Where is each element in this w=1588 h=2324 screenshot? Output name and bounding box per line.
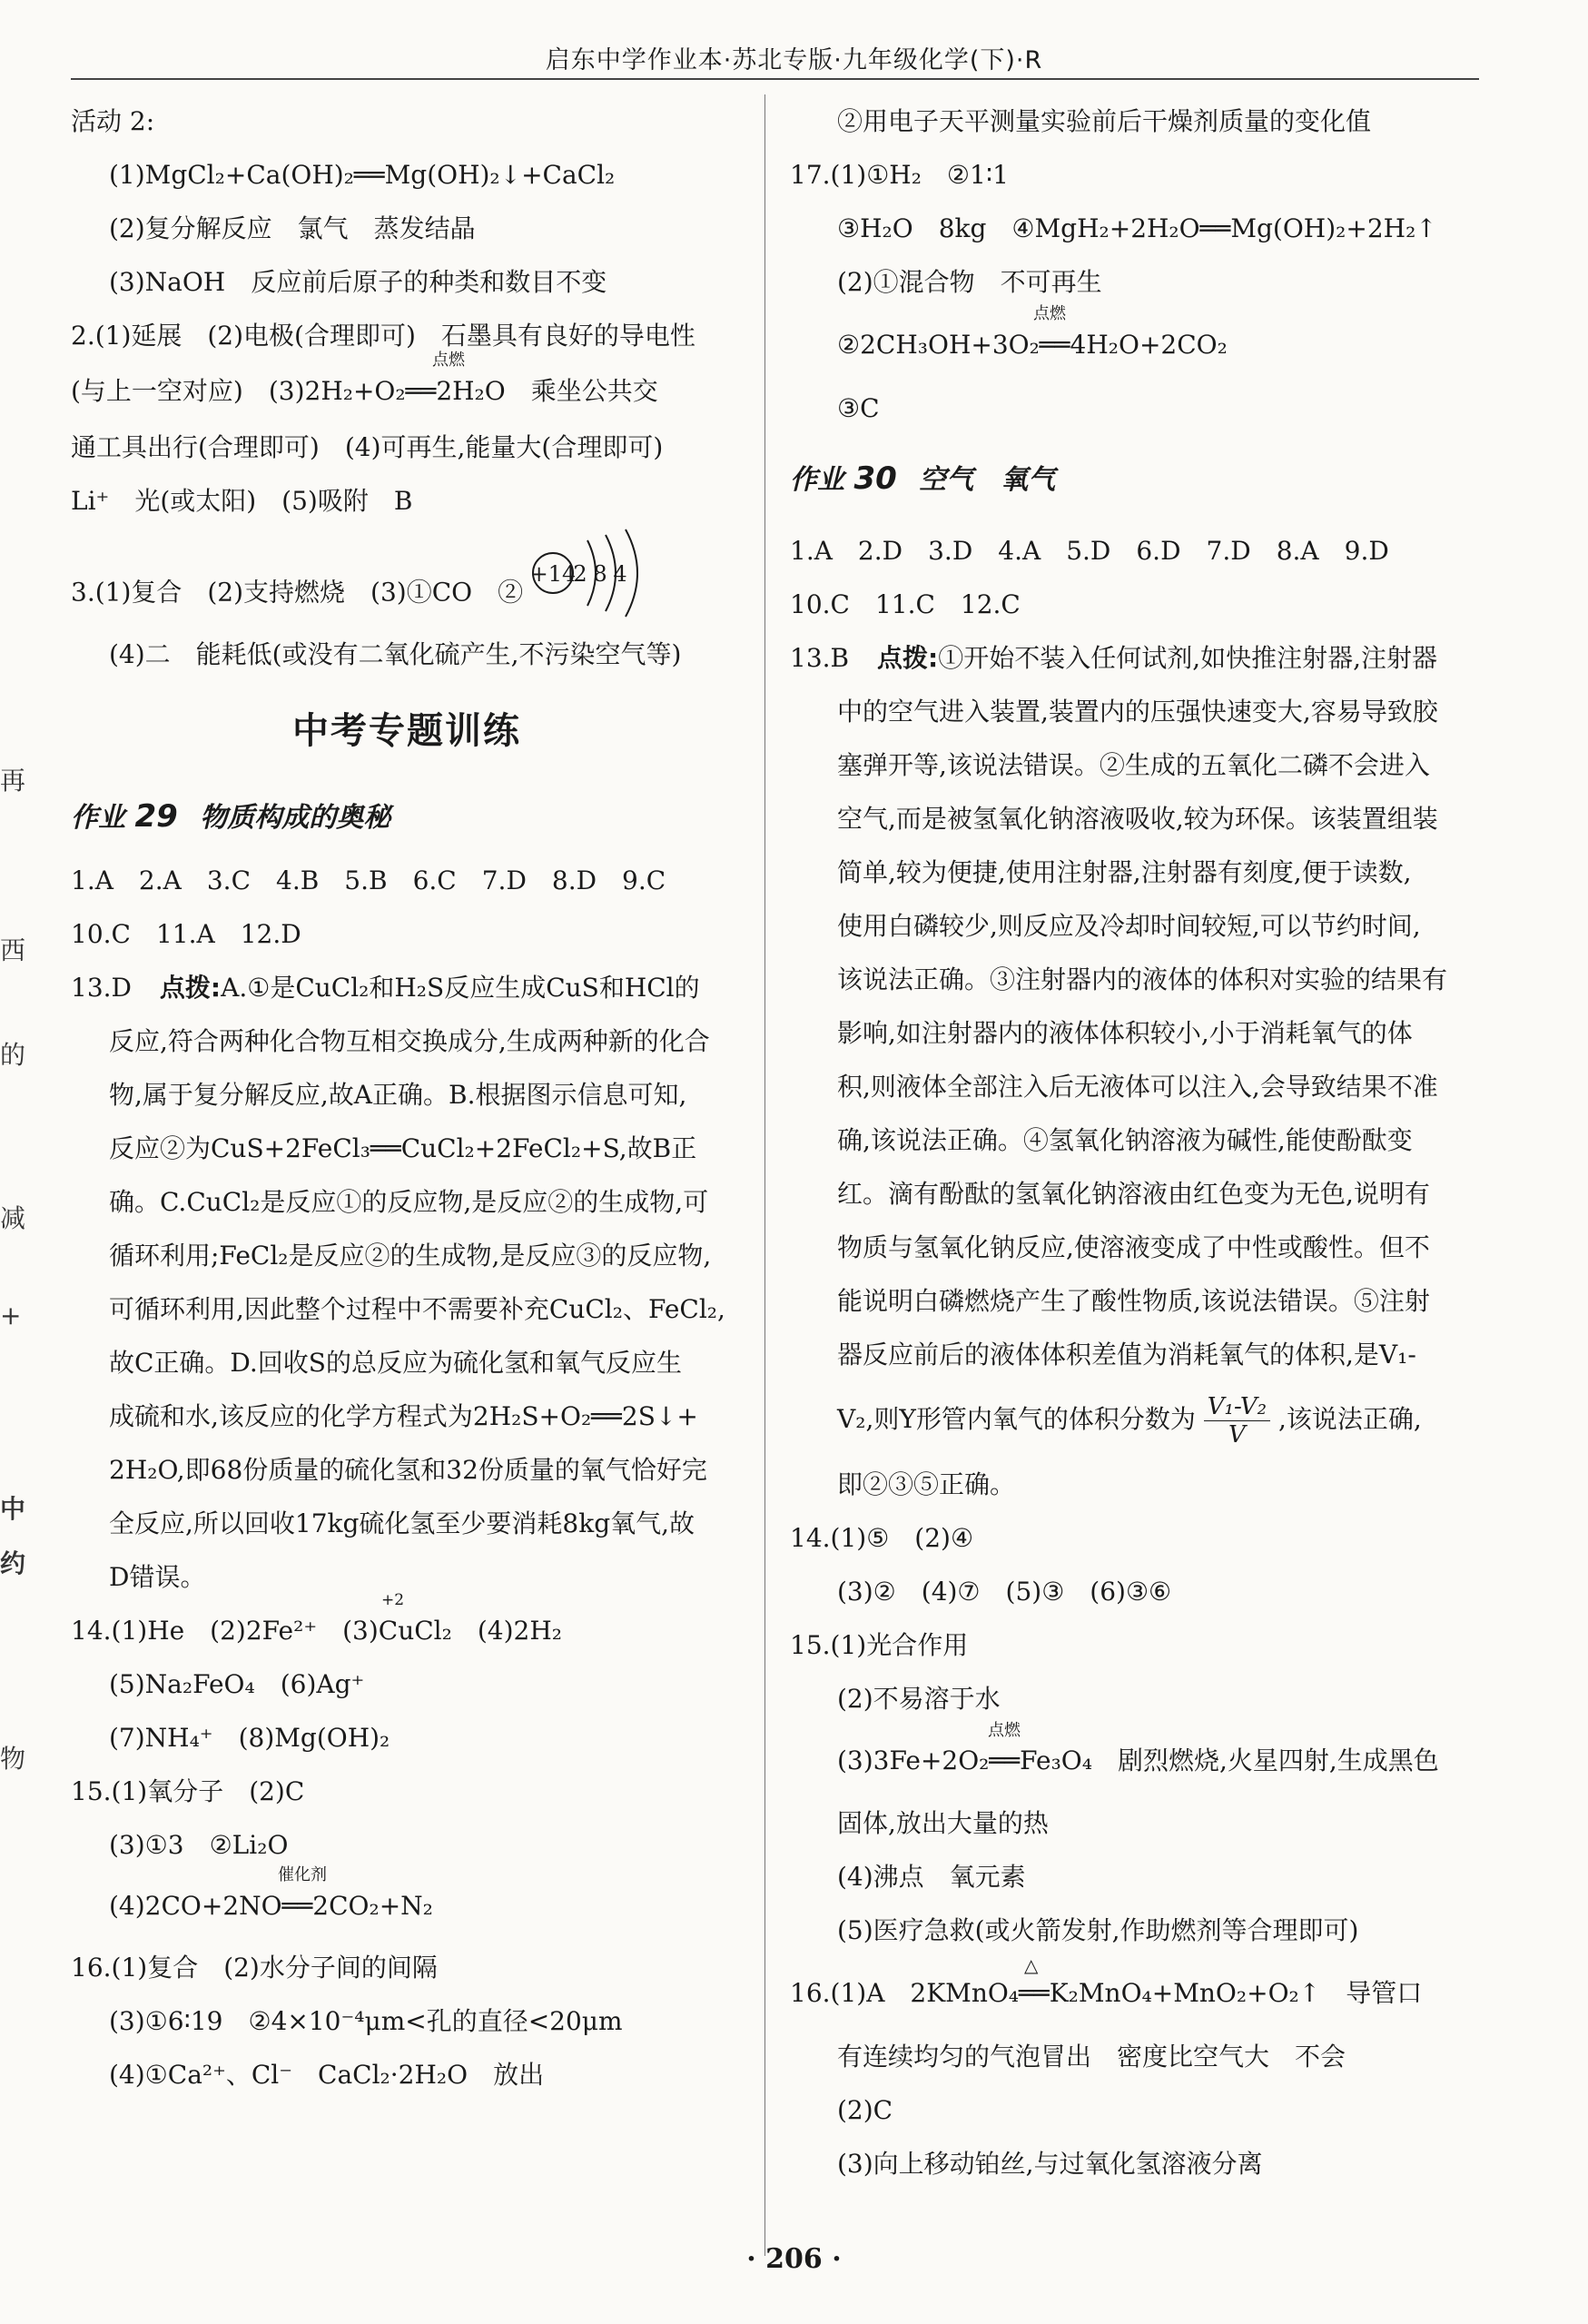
question-number: 13.B [790, 643, 850, 673]
answer-line [790, 631, 1489, 685]
activity2-title: 活动 2: [71, 106, 155, 136]
answer-line: (3)NaOH 反应前后原子的种类和数目不变 [109, 267, 607, 297]
answer-line: 中的空气进入装置,装置内的压强快速变大,容易导致胶 [837, 697, 1438, 727]
homework-topic: 空气 氧气 [919, 464, 1056, 496]
volume-fraction [1204, 1393, 1270, 1449]
answer-line: 确,该说法正确。④氢氧化钠溶液为碱性,能使酚酞变 [837, 1125, 1413, 1155]
answer-text: ,该说法正确, [1277, 1404, 1422, 1434]
answer-line [71, 1591, 743, 1657]
answer-line: Li⁺ 光(或太阳) (5)吸附 B [71, 486, 413, 516]
answer-line: 2H₂O,即68份质量的硫化氢和32份质量的氧气恰好完 [109, 1455, 707, 1485]
fraction-denominator: V [1228, 1421, 1246, 1449]
answer-text: 3.(1)复合 (2)支持燃烧 (3)①CO ② [71, 577, 524, 608]
answer-line: (2)不易溶于水 [837, 1684, 1001, 1714]
answer-line: 物质与氢氧化钠反应,使溶液变成了中性或酸性。但不 [837, 1232, 1430, 1262]
answer-line [71, 961, 743, 1014]
shell-electron-count: 2 [573, 561, 587, 587]
answer-line: ③H₂O 8kg ④MgH₂+2H₂O══Mg(OH)₂+2H₂↑ [837, 213, 1437, 243]
homework-number: 29 [134, 798, 178, 835]
answer-line: (4)沸点 氧元素 [837, 1862, 1026, 1892]
answer-line: 反应,符合两种化合物互相交换成分,生成两种新的化合 [109, 1026, 710, 1056]
answer-line: 即②③⑤正确。 [837, 1469, 1016, 1499]
margin-char: + [0, 1300, 22, 1330]
answer-line: (5)医疗急救(或火箭发射,作助燃剂等合理即可) [837, 1915, 1359, 1945]
answer-line: 该说法正确。③注射器内的液体的体积对实验的结果有 [837, 964, 1448, 994]
answer-text: (与上一空对应) (3)2H₂+O₂══2H₂O 乘坐公共交 [71, 376, 658, 406]
answer-line: 塞弹开等,该说法错误。②生成的五氧化二磷不会进入 [837, 750, 1430, 780]
answer-line: (2)复分解反应 氯气 蒸发结晶 [109, 213, 476, 243]
margin-char: 物 [0, 1744, 26, 1774]
answer-line: 使用白磷较少,则反应及冷却时间较短,可以节约时间, [837, 911, 1421, 941]
question-number: 13.D [71, 973, 132, 1003]
answer-line [790, 304, 1489, 381]
atom-structure-diagram [531, 528, 667, 660]
answer-line: 16.(1)复合 (2)水分子间的间隔 [71, 1953, 438, 1983]
answer-line: 10.C 11.A 12.D [71, 919, 301, 949]
answer-line: 15.(1)光合作用 [790, 1630, 969, 1660]
answer-text: ②2CH₃OH+3O₂══4H₂O+2CO₂ [837, 330, 1228, 360]
margin-char: 约 [0, 1548, 26, 1578]
page-header: 启东中学作业本·苏北专版·九年级化学(下)·R [545, 46, 1043, 74]
answer-line: (2)C [837, 2095, 893, 2125]
answer-line: 通工具出行(合理即可) (4)可再生,能量大(合理即可) [71, 432, 664, 462]
reaction-condition: 点燃 [988, 1721, 1021, 1740]
answer-line: ②用电子天平测量实验前后干燥剂质量的变化值 [837, 106, 1372, 136]
answer-line: 固体,放出大量的热 [837, 1808, 1049, 1838]
answer-line: D错误。 [109, 1562, 206, 1592]
homework-29-title [71, 781, 743, 854]
answer-line: 14.(1)⑤ (2)④ [790, 1523, 974, 1553]
margin-char: 的 [0, 1040, 26, 1070]
answer-line [790, 1954, 1489, 2030]
answer-line: 1.A 2.D 3.D 4.A 5.D 6.D 7.D 8.A 9.D [790, 536, 1389, 566]
answer-line: 能说明白磷燃烧产生了酸性物质,该说法错误。⑤注射 [837, 1286, 1430, 1316]
answer-text: (3)3Fe+2O₂══Fe₃O₄ 剧烈燃烧,火星四射,生成黑色 [837, 1745, 1439, 1775]
answer-line: 循环利用;FeCl₂是反应②的生成物,是反应③的反应物, [109, 1241, 712, 1271]
answer-line: 全反应,所以回收17kg硫化氢至少要消耗8kg氧气,故 [109, 1508, 695, 1538]
page-number: · 206 · [746, 2243, 842, 2275]
answer-line: 17.(1)①H₂ ②1∶1 [790, 160, 1009, 190]
answer-line [71, 528, 743, 628]
section-title: 中考专题训练 [292, 710, 521, 752]
column-divider [764, 94, 765, 2256]
answer-text: 16.(1)A 2KMnO₄══K₂MnO₄+MnO₂+O₂↑ 导管口 [790, 1978, 1423, 2008]
answer-line: (3)①6∶19 ②4×10⁻⁴μm<孔的直径<20μm [109, 2006, 623, 2036]
electron-shell-arc [626, 529, 637, 617]
answer-line [790, 1381, 1489, 1458]
answer-text: ①开始不装入任何试剂,如快推注射器,注射器 [938, 643, 1438, 673]
answer-line: (3)向上移动铂丝,与过氧化氢溶液分离 [837, 2149, 1263, 2179]
reaction-condition: △ [1024, 1954, 1039, 1976]
margin-char: 再 [0, 766, 26, 796]
hint-label: 点拨: [877, 643, 939, 673]
answer-line: (7)NH₄⁺ (8)Mg(OH)₂ [109, 1723, 390, 1753]
reaction-condition: 点燃 [1033, 304, 1066, 323]
homework-30-title [790, 435, 1489, 524]
answer-line: (2)①混合物 不可再生 [837, 267, 1102, 297]
answer-text: 14.(1)He (2)2Fe²⁺ (3)CuCl₂ (4)2H₂ [71, 1616, 562, 1646]
answer-line: ③C [837, 393, 880, 423]
homework-topic: 物质构成的奥秘 [200, 802, 391, 834]
fraction-numerator: V₁-V₂ [1204, 1393, 1270, 1421]
answer-text: V₂,则Y形管内氧气的体积分数为 [837, 1404, 1196, 1434]
answer-line: (3)①3 ②Li₂O [109, 1830, 289, 1860]
answer-line [71, 351, 743, 420]
answer-line [71, 1865, 743, 1941]
margin-char: 减 [0, 1203, 26, 1233]
answer-text: A.①是CuCl₂和H₂S反应生成CuS和HCl的 [221, 973, 700, 1003]
hint-label: 点拨: [159, 973, 222, 1003]
shell-electron-count: 4 [613, 561, 627, 587]
answer-line: 红。滴有酚酞的氢氧化钠溶液由红色变为无色,说明有 [837, 1179, 1430, 1209]
homework-prefix: 作业 [790, 464, 844, 496]
answer-text: (4)2CO+2NO══2CO₂+N₂ [109, 1891, 433, 1921]
nucleus-charge: +14 [531, 561, 577, 587]
margin-char: 中 [0, 1494, 26, 1524]
left-column [71, 94, 743, 2101]
answer-line [790, 1721, 1489, 1796]
answer-line: (1)MgCl₂+Ca(OH)₂══Mg(OH)₂↓+CaCl₂ [109, 160, 616, 190]
answer-line: 空气,而是被氢氧化钠溶液吸收,较为环保。该装置组装 [837, 804, 1438, 834]
answer-line: 物,属于复分解反应,故A正确。B.根据图示信息可知, [109, 1080, 687, 1110]
answer-line: 有连续均匀的气泡冒出 密度比空气大 不会 [837, 2042, 1346, 2072]
reaction-condition: 催化剂 [278, 1865, 327, 1884]
answer-line: 器反应前后的液体体积差值为消耗氧气的体积,是V₁- [837, 1340, 1416, 1370]
answer-line: 积,则液体全部注入后无液体可以注入,会导致结果不准 [837, 1072, 1438, 1102]
answer-line: 2.(1)延展 (2)电极(合理即可) 石墨具有良好的导电性 [71, 321, 695, 351]
answer-line: (3)② (4)⑦ (5)③ (6)③⑥ [837, 1577, 1172, 1607]
margin-char: 西 [0, 935, 26, 965]
header-rule [71, 78, 1479, 80]
shell-electron-count: 8 [593, 561, 607, 587]
answer-line: 成硫和水,该反应的化学方程式为2H₂S+O₂══2S↓+ [109, 1401, 698, 1431]
answer-line: 10.C 11.C 12.C [790, 589, 1021, 619]
valence-mark: +2 [381, 1591, 405, 1609]
answer-line: 15.(1)氧分子 (2)C [71, 1776, 305, 1806]
answer-line: 简单,较为便捷,使用注射器,注射器有刻度,便于读数, [837, 857, 1412, 887]
answer-line: 反应②为CuS+2FeCl₃══CuCl₂+2FeCl₂+S,故B正 [109, 1133, 697, 1163]
answer-line: (4)二 能耗低(或没有二氧化硫产生,不污染空气等) [109, 639, 682, 669]
reaction-condition: 点燃 [432, 351, 465, 370]
homework-prefix: 作业 [71, 802, 125, 834]
homework-number: 30 [853, 460, 897, 497]
answer-line: (4)①Ca²⁺、Cl⁻ CaCl₂·2H₂O 放出 [109, 2060, 545, 2090]
answer-line: 故C正确。D.回收S的总反应为硫化氢和氧气反应生 [109, 1348, 682, 1378]
answer-line: (5)Na₂FeO₄ (6)Ag⁺ [109, 1669, 365, 1699]
right-column [790, 94, 1489, 2190]
answer-line: 确。C.CuCl₂是反应①的反应物,是反应②的生成物,可 [109, 1187, 709, 1217]
answer-line: 1.A 2.A 3.C 4.B 5.B 6.C 7.D 8.D 9.C [71, 865, 666, 895]
answer-line: 影响,如注射器内的液体体积较小,小于消耗氧气的体 [837, 1018, 1413, 1048]
answer-line: 可循环利用,因此整个过程中不需要补充CuCl₂、FeCl₂, [109, 1294, 725, 1324]
